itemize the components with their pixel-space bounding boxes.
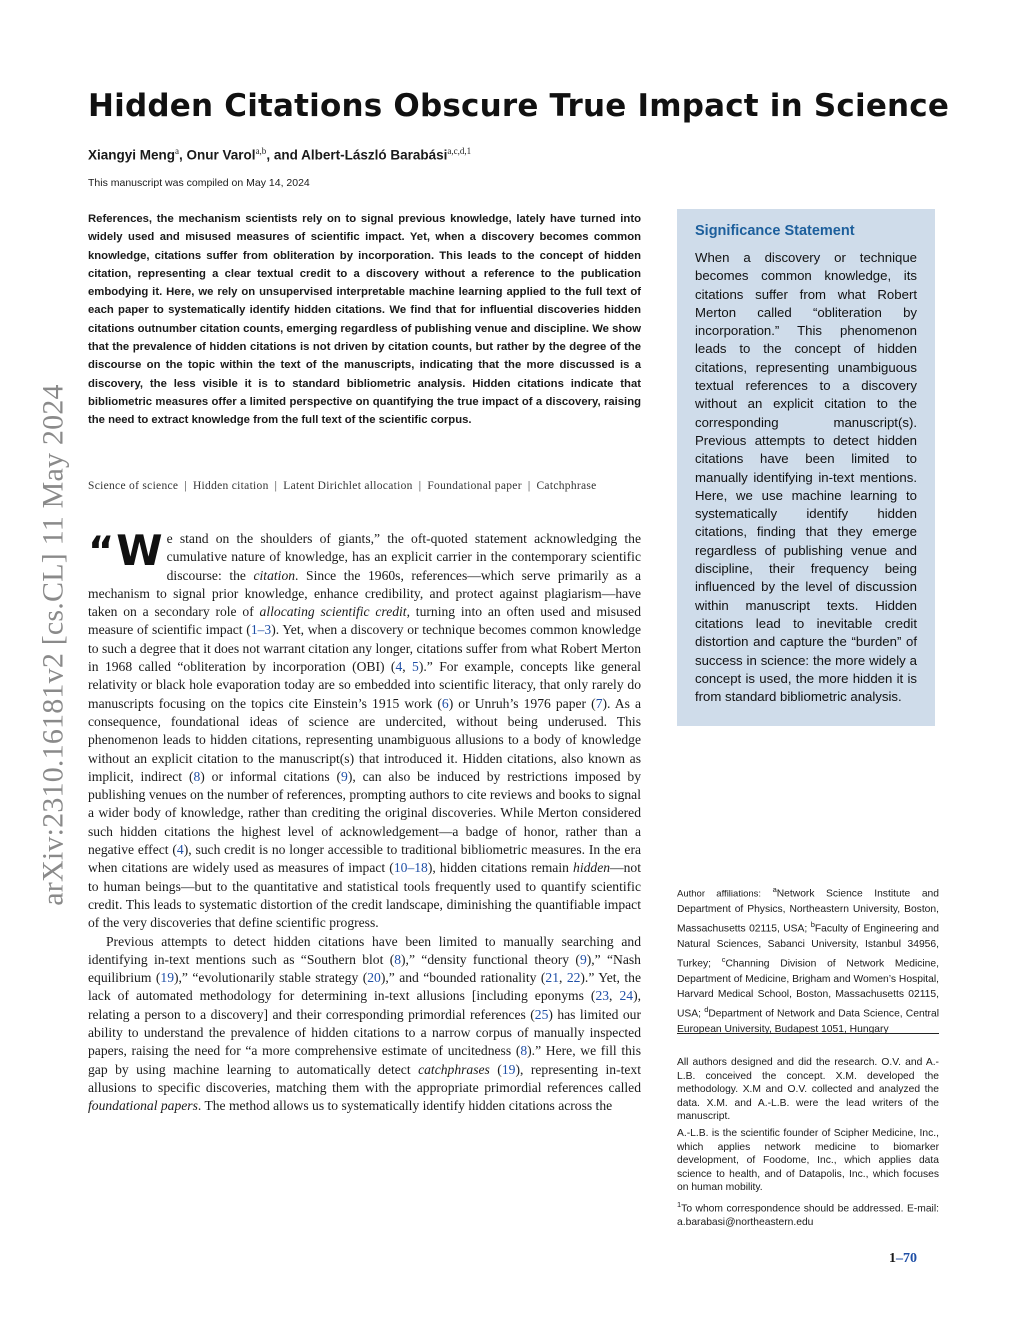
footnote-mark: 1 [677,1200,682,1209]
text-run: . Since the 1960s, references—which serve primarily as a mechanism to signal prior knowledge, enhance credibility, and protect against plagiarism—have taken on a secondary role of [88,567,641,620]
citation-link[interactable]: 7 [595,695,603,711]
citation-link[interactable]: 24 [619,988,634,1004]
page-total: 70 [903,1251,917,1266]
emphasized-term: hidden [573,860,611,876]
citation-link[interactable]: 8 [520,1043,528,1059]
citation-link[interactable]: 22 [566,970,581,986]
text-run: ) has limited our ability to understand the prevalence of hidden citations to a narrow corpus of manually inspected papers, raising the need for “a more comprehensive estimate of uncitedness ( [88,1006,641,1059]
text-run: —not to human beings—but to the quantitative and statistical tools frequently used to quantify scientific credit. This leads to systematic distortion of the credit landscape, diminishing the quantifiable impact of the very discoveries that define scientific progress. [88,860,641,931]
competing-interests: A.-L.B. is the scientific founder of Scipher Medicine, Inc., which applies network medicine to biomarker development, of Foodome, Inc., which applies data science to health, and of Datapolis, Inc., which focuses on human mobility. [677,1128,939,1193]
text-run: ), can also be induced by restrictions imposed by publishing venues on the number of references, prompting authors to cite reviews and books to signal a wider body of knowledge, rather than crediting the original discoveries. While Merton considered such hidden citations the highest level of acknowledgement—a badge of honor, rather than a negative effect ( [88,768,642,858]
text-run: , [609,988,620,1004]
keyword: Hidden citation [192,480,269,492]
text-run: ) or Unruh’s 1976 paper ( [448,695,596,711]
arxiv-identifier-stamp [30,345,78,945]
text-run: ). As a consequence, foundational ideas of science are undercited, without being underused. This phenomenon leads to hidden citations, representing unambiguous allusions to a body of knowledge without an explicit citation to the manuscript(s) that introduced it. Hidden citations, also known as implicit, indirect ( [88,695,641,784]
citation-link[interactable]: 23 [595,988,610,1004]
citation-link[interactable]: 6 [441,695,449,711]
keyword-separator: | [184,480,187,492]
main-body-text [88,526,642,1116]
page-number [889,1251,917,1267]
text-run: ), representing in-text allusions to specific discoveries, matching them with the appropriate primordial references called [88,1061,641,1095]
drop-cap [88,526,163,575]
page-current: 1 [889,1251,896,1266]
keyword-separator: | [527,480,531,492]
citation-link[interactable]: 9 [579,951,587,967]
significance-statement-box [677,209,935,726]
significance-text: When a discovery or technique becomes common knowledge, its citations suffer from what Robert Merton called “obliteration by incorporation.” This phenomenon leads to the concept of hidden citations, representing unambiguous textual references to a discovery without an explicit citation to the corresponding manuscript(s). Previous attempts to detect hidden citations have been limited to manually identifying in-text mentions. Here, we use machine learning to systematically identify hidden citations, finding that they emerge regardless of publishing venue and discipline, their frequency being influenced by the level of discussion within manuscript texts. Hidden citations lead to inevitable credit distortion and capture the “burden” of success in science: the more widely a concept is used, the more hidden it is from standard bibliometric analysis. [695,250,917,705]
text-run: , [558,970,567,986]
citation-link[interactable]: 10–18 [393,860,428,876]
keyword-separator: | [418,480,422,492]
emphasized-term: allocating scientific credit [259,604,407,620]
text-run: ), hidden citations remain [427,860,574,876]
text-run: . The method allows us to systematically identify hidden citations across the [197,1098,613,1114]
emphasized-term: catchphrases [418,1061,490,1077]
page-separator: – [896,1251,903,1266]
citation-link[interactable]: 25 [534,1006,549,1022]
author-contributions: All authors designed and did the research. O.V. and A.-L.B. conceived the concept. X.M. developed the methodology. X.M and O.V. collected and analyzed the data. X.M. and A.-L.B. were the lead writers of the manuscript. [677,1057,939,1122]
keyword: Foundational paper [427,480,522,492]
body-paragraph-2 [88,933,641,1116]
paper-title: Hidden Citations Obscure True Impact in Science [88,88,950,124]
text-run: ).” Yet, the lack of automated methodology for determining in-text allusions [including eponyms ( [88,970,641,1004]
author-list [88,146,471,163]
citation-link[interactable]: 21 [545,970,559,986]
affiliation-text: Channing Division of Network Medicine, Department of Medicine, Brigham and Women’s Hospital, Harvard Medical School, Boston, Massachusetts 02115, USA; [677,958,939,1020]
sidebar-divider [677,1033,939,1034]
arxiv-id-text: arXiv:2310.16181v2 [cs.CL] 11 May 2024 [37,384,70,906]
affiliation-text: Department of Network and Data Science, Central European University, Budapest 1051, Hungary [677,1008,939,1036]
correspondence-note [677,1198,939,1229]
text-run: ),” and “bounded rationality ( [380,970,546,986]
citation-link[interactable]: 8 [193,768,201,784]
text-run: ),” “density functional theory ( [401,951,580,967]
author-affiliations [677,882,939,1037]
text-run: , turning into an often used and misused measure of scientific impact ( [88,604,641,638]
text-run: ). Yet, when a discovery or technique becomes common knowledge to such a degree that it does not warrant citation any longer, citations suffer from what Robert Merton in 1968 called “obliteration by incorporation (OBI) ( [88,622,642,675]
author-name: Xiangyi Meng [88,147,176,163]
keyword: Catchphrase [536,480,597,492]
drop-cap-quote: “ [88,529,115,575]
abstract: References, the mechanism scientists rely on to signal previous knowledge, lately have turned into widely used and misused measures of scientific impact. Yet, when a discovery becomes common knowledge, citations suffer from obliteration by incorporation. This leads to the concept of hidden citation, representing a clear textual credit to a discovery without a reference to the publication embodying it. Here, we rely on unsupervised interpretable machine learning applied to the full text of each paper to systematically identify hidden citations. We find that for influential discoveries hidden citations outnumber citation counts, emerging regardless of publishing venue and discipline. We show that the prevalence of hidden citations is not driven by citation counts, but rather by the degree of the discourse on the topic within the text of the manuscripts, indicating that the more discussed is a discovery, the less visible it is to standard bibliometric analysis. Hidden citations indicate that bibliometric measures offer a limited perspective on quantifying the true impact of a discovery, raising the need to extract knowledge from the full text of the scientific corpus. [88,213,641,427]
text-run: ),” “Nash equilibrium ( [88,951,641,986]
affiliation-mark: d [704,1005,709,1015]
citation-link[interactable]: 4 [176,842,184,858]
citation-link[interactable]: 20 [367,970,381,986]
citation-link[interactable]: 8 [394,951,402,967]
author-affiliation-mark: a,c,d,1 [447,146,472,156]
author-separator: , [179,147,187,163]
affiliation-text: Faculty of Engineering and Natural Sciences, Sabanci University, Istanbul 34956, Turkey; [677,923,939,970]
citation-link[interactable]: 19 [160,970,174,986]
text-run: ( [489,1061,502,1077]
text-run: ).” Here, we fill this gap by using machine learning to automatically detect [88,1043,641,1077]
citation-link[interactable]: 1–3 [250,622,272,638]
citation-link[interactable]: 4 [395,659,403,675]
emphasized-term: citation [253,567,296,583]
keyword: Science of science [88,480,179,492]
affiliation-mark: b [810,920,815,930]
significance-title: Significance Statement [695,223,855,239]
text-run: ), relating a person to a discovery] and their corresponding primordial references ( [88,988,642,1022]
paragraph-text [88,934,641,1114]
author-affiliation-mark: a [175,146,180,156]
compiled-date-note: This manuscript was compiled on May 14, 2024 [88,177,310,189]
correspondence-text: To whom correspondence should be addressed. E-mail: a.barabasi@northeastern.edu [677,1203,939,1228]
keyword-separator: | [274,480,278,492]
author-name: Onur Varol [186,147,256,163]
citation-link[interactable]: 19 [501,1061,516,1077]
citation-link[interactable]: 5 [412,659,419,675]
author-name: Albert-László Barabási [301,147,448,163]
citation-link[interactable]: 9 [341,768,348,784]
text-run: ), such credit is no longer accessible to traditional bibliometric measures. In the era when citations are widely used as measures of impact ( [88,842,641,876]
text-run: ) or informal citations ( [200,768,342,784]
author-separator: , and [266,147,302,163]
affiliation-text: Network Science Institute and Department of Physics, Northeastern University, Boston, Massachusetts 02115, USA; [677,888,940,935]
drop-cap-letter: W [116,526,163,575]
keywords [88,477,641,495]
body-paragraph-1 [88,526,642,933]
author-affiliation-mark: a,b [255,146,267,156]
affiliation-mark: a [772,885,777,894]
text-run: Previous attempts to detect hidden citations have been limited to manually searching and identifying in-text mentions such as “Southern blot ( [88,933,641,967]
text-run: ),” “evolutionarily stable strategy ( [173,970,368,986]
text-run: e stand on the shoulders of giants,” the oft-quoted statement acknowledging the cumulative nature of knowledge, has an explicit carrier in the contemporary scientific discourse: the [166,531,641,583]
text-run: , [402,659,413,675]
paragraph-text [88,531,641,930]
emphasized-term: foundational papers [88,1098,198,1114]
keyword: Latent Dirichlet allocation [283,480,413,492]
affiliations-lead: Author affiliations: [677,888,762,900]
affiliation-mark: c [721,955,726,965]
text-run: ).” For example, concepts like general relativity or black hole evaporation today are so embedded into scientific literacy, that only rarely do manuscripts focusing on the topics cite Einstein’s 1915 work ( [88,659,642,711]
